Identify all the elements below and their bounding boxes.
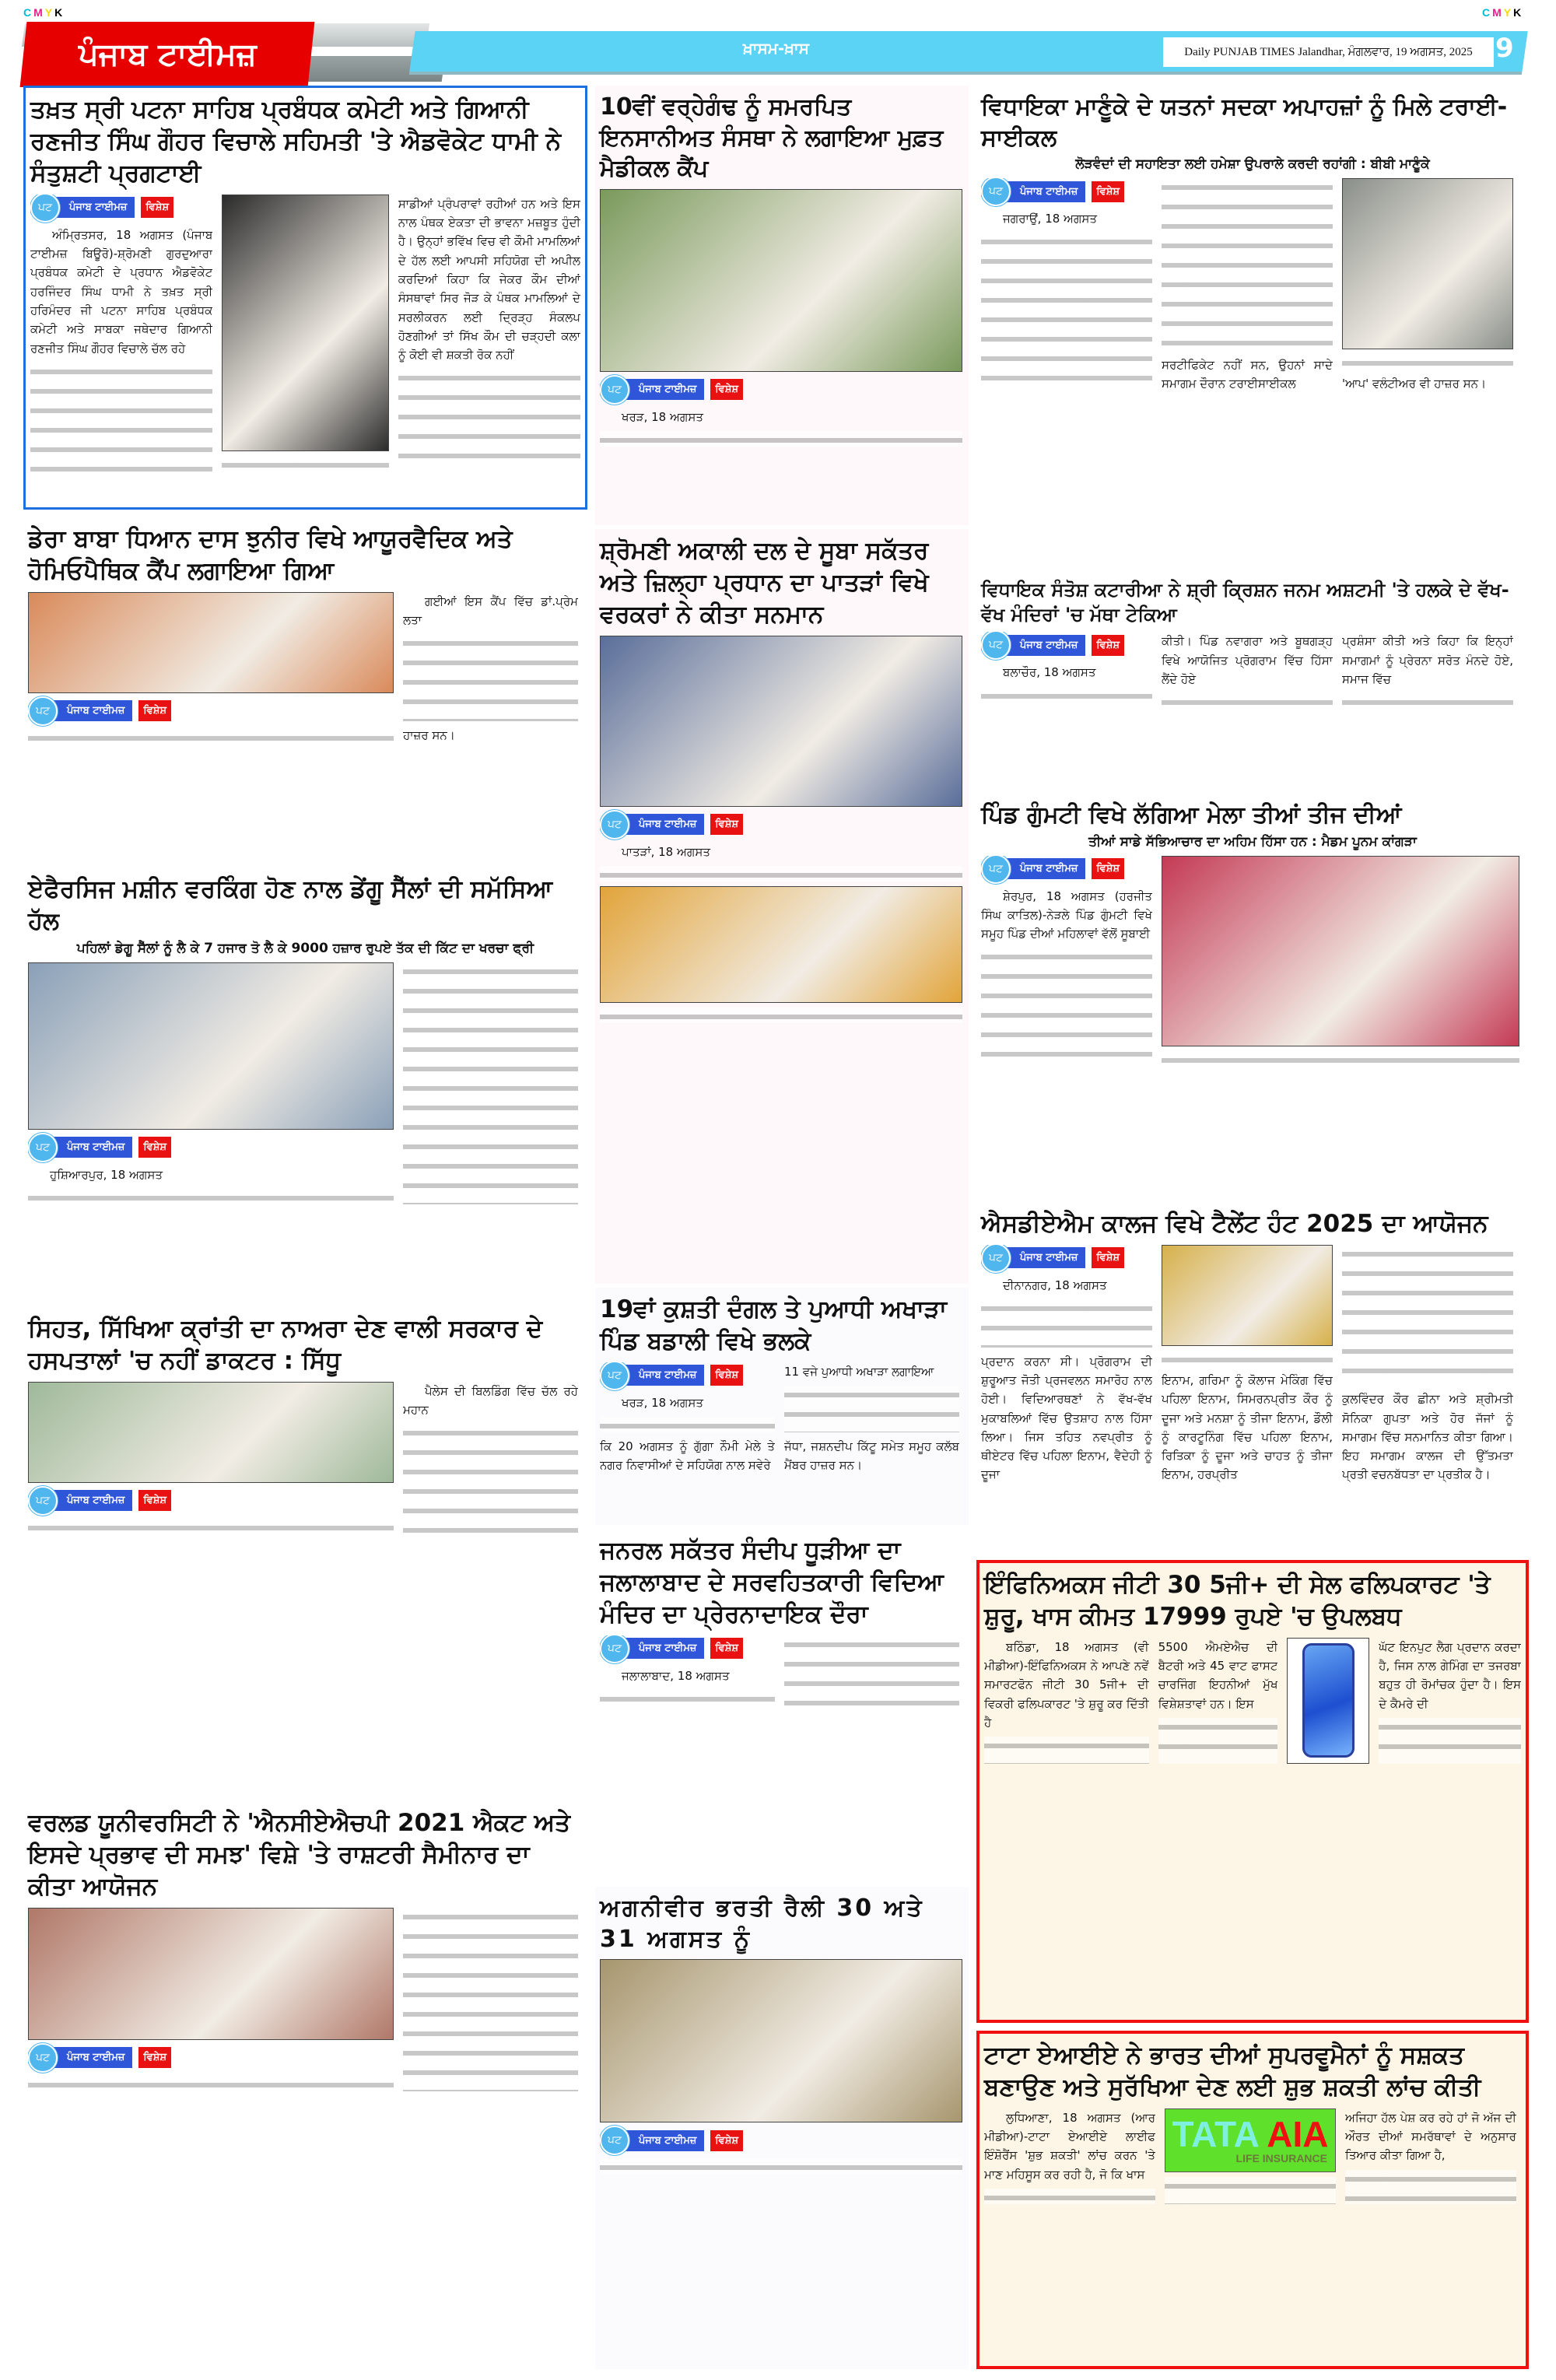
text-column	[1345, 2108, 1516, 2204]
text-column	[222, 195, 388, 471]
news-photo	[28, 1382, 394, 1483]
body-text-continuation	[1342, 693, 1513, 709]
body-text-continuation	[1379, 1718, 1521, 1764]
badge-special-tag: ਵਿਸ਼ੇਸ਼	[1092, 858, 1124, 879]
punjab-times-circle-icon: ਪਟ	[981, 632, 1011, 660]
news-photo	[1162, 1245, 1333, 1346]
article-headline: 19ਵਾਂ ਕੁਸ਼ਤੀ ਦੰਗਲ ਤੇ ਪੁਆਧੀ ਅਖਾੜਾ ਪਿੰਡ ਬਡਾਲੀ ਵਿਖੇ ਭਲਕੇ	[600, 1295, 948, 1355]
article-headline: ਜਨਰਲ ਸਕੱਤਰ ਸੰਦੀਪ ਧੂੜੀਆ ਦਾ ਜਲਾਲਾਬਾਦ ਦੇ ਸਰਵਹਿਤਕਾਰੀ ਵਿਦਿਆ ਮੰਦਿਰ ਦਾ ਪ੍ਰੇਰਨਾਦਾਇਕ ਦੌਰਾ	[600, 1537, 944, 1628]
masthead	[23, 23, 1533, 82]
body-text-continuation	[1162, 1051, 1519, 1067]
phone-body-graphic	[1302, 1643, 1354, 1758]
badge-paper-name: ਪੰਜਾਬ ਟਾਈਮਜ਼	[50, 2047, 132, 2068]
news-photo	[600, 636, 962, 807]
badge-special-tag: ਵਿਸ਼ੇਸ਼	[138, 1137, 171, 1158]
text-column	[28, 592, 394, 745]
text-column	[600, 1959, 962, 2174]
byline-badge	[981, 1245, 1152, 1271]
text-column	[1342, 632, 1513, 709]
byline-badge	[30, 195, 212, 221]
punjab-times-circle-icon: ਪਟ	[981, 1245, 1011, 1273]
article-body	[981, 178, 1524, 393]
body-text-continuation	[784, 1635, 959, 1705]
badge-special-tag: ਵਿਸ਼ੇਸ਼	[710, 379, 743, 400]
text-column	[984, 2108, 1155, 2204]
news-article	[595, 529, 969, 1284]
badge-special-tag: ਵਿਸ਼ੇਸ਼	[710, 2130, 743, 2151]
body-text-continuation	[403, 962, 578, 1204]
byline-badge	[981, 178, 1152, 205]
article-subheadline: ਲੋੜਵੰਦਾਂ ਦੀ ਸਹਾਇਤਾ ਲਈ ਹਮੇਸ਼ਾ ਉਪਰਾਲੇ ਕਰਦੀ ਰਹਾਂਗੀ : ਬੀਬੀ ਮਾਣੂੰਕੇ	[1075, 156, 1430, 173]
body-text-continuation	[1345, 2170, 1516, 2204]
text-column	[981, 856, 1152, 1067]
badge-special-tag: ਵਿਸ਼ੇਸ਼	[710, 1638, 743, 1659]
badge-special-tag: ਵਿਸ਼ੇਸ਼	[141, 197, 173, 218]
article-body	[981, 1245, 1524, 1484]
body-text-continuation	[28, 1519, 394, 1534]
news-article	[976, 1202, 1529, 1556]
text-column	[28, 962, 394, 1204]
text-column	[30, 195, 212, 471]
body-text-continuation	[403, 1424, 578, 1534]
text-column	[403, 592, 578, 745]
logo-word-tata: TATA	[1172, 2113, 1259, 2154]
text-column	[28, 1908, 394, 2091]
print-registration-marks-right: CMYK	[1482, 6, 1524, 19]
badge-paper-name: ਪੰਜਾਬ ਟਾਈਮਜ਼	[622, 379, 704, 400]
body-text-continuation	[981, 948, 1152, 1066]
news-article	[23, 517, 587, 864]
badge-paper-name: ਪੰਜਾਬ ਟਾਈਮਜ਼	[50, 1490, 132, 1511]
smartphone-product-image	[1287, 1638, 1369, 1764]
news-article	[23, 1307, 587, 1793]
text-column	[600, 189, 962, 447]
article-headline: ਸਿਹਤ, ਸਿੱਖਿਆ ਕ੍ਰਾਂਤੀ ਦਾ ਨਾਅਰਾ ਦੇਣ ਵਾਲੀ ਸਰਕਾਰ ਦੇ ਹਸਪਤਾਲਾਂ 'ਚ ਨਹੀਂ ਡਾਕਟਰ : ਸਿੱਧੂ	[28, 1315, 543, 1375]
body-text-continuation	[398, 369, 580, 471]
punjab-times-circle-icon: ਪਟ	[600, 1635, 629, 1663]
body-text-continuation	[28, 729, 394, 745]
news-photo	[28, 1908, 394, 2040]
article-headline: ਵਿਧਾਇਕ ਸੰਤੋਸ਼ ਕਟਾਰੀਆ ਨੇ ਸ਼੍ਰੀ ਕ੍ਰਿਸ਼ਨ ਜਨਮ ਅਸ਼ਟਮੀ 'ਤੇ ਹਲਕੇ ਦੇ ਵੱਖ-ਵੱਖ ਮੰਦਿਰਾਂ 'ਚ ਮੱਥਾ ਟੇਕਿਆ	[981, 579, 1509, 626]
body-text-continuation	[403, 634, 578, 720]
badge-special-tag: ਵਿਸ਼ੇਸ਼	[1092, 635, 1124, 656]
article-body	[600, 1959, 964, 2174]
article-body	[600, 1635, 964, 1705]
text-column	[403, 1908, 578, 2091]
article-paragraph: ਕੀਤੀ। ਪਿੰਡ ਨਵਾਗਰਾ ਅਤੇ ਬੂਥਗੜ੍ਹ ਵਿਖੇ ਆਯੋਜਿਤ ਪ੍ਰੋਗਰਾਮ ਵਿੱਚ ਹਿੱਸਾ ਲੈਂਦੇ ਹੋਏ	[1162, 634, 1333, 686]
news-article	[976, 572, 1529, 790]
byline-badge	[28, 1488, 394, 1514]
text-column	[600, 636, 962, 1023]
section-title: ਖ਼ਾਸਮ-ਖ਼ਾਸ	[743, 39, 809, 58]
text-column	[1158, 1638, 1278, 1764]
badge-special-tag: ਵਿਸ਼ੇਸ਼	[138, 1490, 171, 1511]
byline-badge	[28, 2045, 394, 2071]
news-photo	[1162, 856, 1519, 1046]
article-body	[30, 195, 580, 471]
article-headline: ਵਰਲਡ ਯੂਨੀਵਰਸਿਟੀ ਨੇ 'ਐਨਸੀਏਐਚਪੀ 2021 ਐਕਟ ਅਤੇ ਇਸਦੇ ਪ੍ਰਭਾਵ ਦੀ ਸਮਝ' ਵਿਸ਼ੇ 'ਤੇ ਰਾਸ਼ਟਰੀ ਸੈਮੀਨਾਰ ਦਾ ਕੀਤਾ ਆਯੋਜਨ	[28, 1809, 570, 1901]
news-photo	[28, 962, 394, 1130]
byline-badge	[981, 632, 1152, 658]
byline-badge	[600, 1362, 775, 1389]
punjab-times-circle-icon: ਪਟ	[28, 696, 58, 726]
print-registration-marks-left: CMYK	[23, 6, 65, 19]
news-article	[595, 86, 969, 525]
article-paragraph: ਪਾਤੜਾਂ, 18 ਅਗਸਤ	[622, 844, 710, 859]
article-paragraph: ਗਈਆਂ ਇਸ ਕੈਂਪ ਵਿੱਚ ਡਾਂ.ਪ੍ਰੇਮ ਲਤਾ	[403, 594, 578, 628]
byline-badge	[600, 811, 962, 838]
body-text-continuation	[600, 431, 962, 447]
body-text-continuation	[1162, 693, 1333, 709]
byline-badge	[600, 377, 962, 403]
article-paragraph: 'ਆਪ' ਵਲੰਟੀਅਰ ਵੀ ਹਾਜ਼ਰ ਸਨ।	[1342, 377, 1487, 391]
text-column	[1342, 1245, 1513, 1484]
news-photo	[600, 1959, 962, 2122]
badge-paper-name: ਪੰਜਾਬ ਟਾਈਮਜ਼	[1003, 858, 1085, 879]
badge-special-tag: ਵਿਸ਼ੇਸ਼	[138, 2047, 171, 2068]
article-paragraph: ਪ੍ਰਸ਼ੰਸਾ ਕੀਤੀ ਅਤੇ ਕਿਹਾ ਕਿ ਇਨ੍ਹਾਂ ਸਮਾਗਮਾਂ ਨੂੰ ਪ੍ਰੇਰਨਾ ਸਰੋਤ ਮੰਨਦੇ ਹੋਏ, ਸਮਾਜ ਵਿੱਚ	[1342, 634, 1513, 686]
punjab-times-circle-icon: ਪਟ	[30, 195, 60, 223]
badge-special-tag: ਵਿਸ਼ੇਸ਼	[710, 814, 743, 835]
text-column	[981, 1245, 1152, 1484]
punjab-times-circle-icon: ਪਟ	[600, 375, 629, 405]
body-text-continuation	[981, 687, 1152, 710]
text-column	[1287, 1638, 1369, 1764]
article-headline: ਅਗਨੀਵੀਰ ਭਰਤੀ ਰੈਲੀ 30 ਅਤੇ 31 ਅਗਸਤ ਨੂੰ	[600, 1895, 924, 1953]
news-article	[976, 2031, 1529, 2369]
punjab-times-circle-icon: ਪਟ	[981, 178, 1011, 206]
article-paragraph: ਹਾਜ਼ਰ ਸਨ।	[403, 727, 455, 742]
badge-special-tag: ਵਿਸ਼ੇਸ਼	[710, 1365, 743, 1386]
page-number: 9	[1495, 33, 1514, 64]
body-text-continuation	[1165, 2177, 1336, 2204]
edition-dateline: Daily PUNJAB TIMES Jalandhar, ਮੰਗਲਵਾਰ, 19 ਅਗਸਤ, 2025	[1163, 37, 1494, 67]
article-paragraph: ਖਰੜ, 18 ਅਗਸਤ	[622, 409, 703, 424]
article-headline: ਇੰਫਿਨਿਅਕਸ ਜੀਟੀ 30 5ਜੀ+ ਦੀ ਸੇਲ ਫਲਿਪਕਾਰਟ 'ਤੇ ਸ਼ੁਰੂ, ਖਾਸ ਕੀਮਤ 17999 ਰੁਪਏ 'ਚ ਉਪਲਬਧ	[984, 1571, 1491, 1631]
article-headline: ਪਿੰਡ ਗੁੰਮਟੀ ਵਿਖੇ ਲੱਗਿਆ ਮੇਲਾ ਤੀਆਂ ਤੀਜ ਦੀਆਂ	[981, 801, 1402, 829]
byline-badge	[28, 698, 394, 724]
body-text-continuation	[1342, 354, 1513, 370]
text-column	[28, 1382, 394, 1534]
news-photo	[28, 592, 394, 693]
body-text-continuation	[28, 2076, 394, 2091]
body-text-continuation	[600, 2158, 962, 2174]
badge-paper-name: ਪੰਜਾਬ ਟਾਈਮਜ਼	[1003, 635, 1085, 656]
article-paragraph: ਹੁਸ਼ਿਆਰਪੁਰ, 18 ਅਗਸਤ	[50, 1167, 163, 1182]
article-body	[981, 856, 1524, 1067]
article-paragraph: ਖਰੜ, 18 ਅਗਸਤ	[622, 1395, 703, 1410]
punjab-times-circle-icon: ਪਟ	[600, 810, 629, 839]
punjab-times-circle-icon: ਪਟ	[600, 1362, 629, 1390]
news-article	[976, 794, 1529, 1198]
punjab-times-circle-icon: ਪਟ	[28, 1486, 58, 1516]
news-article	[23, 86, 587, 510]
article-paragraph: ਬਲਾਚੌਰ, 18 ਅਗਸਤ	[1003, 665, 1096, 680]
badge-special-tag: ਵਿਸ਼ੇਸ਼	[1092, 181, 1124, 202]
body-text-continuation	[403, 1908, 578, 2091]
article-body	[984, 2108, 1521, 2204]
badge-paper-name: ਪੰਜਾਬ ਟਾਈਮਜ਼	[1003, 181, 1085, 202]
byline-badge	[981, 856, 1152, 882]
newspaper-logo: ਪੰਜਾਬ ਟਾਈਮਜ਼	[20, 22, 315, 87]
article-paragraph: 5500 ਐਮਏਐਚ ਦੀ ਬੈਟਰੀ ਅਤੇ 45 ਵਾਟ ਫਾਸਟ ਚਾਰਜਿੰਗ ਇਹਨੀਆਂ ਮੁੱਖ ਵਿਸ਼ੇਸ਼ਤਾਵਾਂ ਹਨ। ਇਸ	[1158, 1639, 1278, 1711]
text-column	[600, 1635, 775, 1705]
body-text-continuation	[1158, 1718, 1278, 1764]
body-text-continuation	[28, 1189, 394, 1204]
text-column	[1165, 2108, 1336, 2204]
article-subheadline: ਪਹਿਲਾਂ ਡੇਗੂ ਸੈੱਲਾਂ ਨੂੰ ਲੈ ਕੇ 7 ਹਜਾਰ ਤੋ ਲੈ ਕੇ 9000 ਹਜ਼ਾਰ ਰੁਪਏ ਤੱਕ ਦੀ ਕਿੱਟ ਦਾ ਖਰਚਾ ਫ੍ਰੀ	[76, 940, 534, 956]
body-text-continuation	[784, 1386, 959, 1432]
body-text-continuation	[981, 1299, 1152, 1347]
article-body	[981, 632, 1524, 709]
punjab-times-circle-icon: ਪਟ	[600, 2126, 629, 2155]
article-paragraph: ਸਾਡੀਆਂ ਪ੍ਰੰਪਰਾਵਾਂ ਰਹੀਆਂ ਹਨ ਅਤੇ ਇਸ ਨਾਲ ਪੰਥਕ ਏਕਤਾ ਦੀ ਭਾਵਨਾ ਮਜ਼ਬੂਤ ਹੁੰਦੀ ਹੈ। ਉਨ੍ਹਾਂ ਭਵਿੱਖ ਵਿਚ ਵੀ ਕੌਮੀ ਮਾਮਲਿਆਂ ਦੇ ਹੱਲ ਲਈ ਆਪਸੀ ਸਹਿਯੋਗ ਦੀ ਅਪੀਲ ਕਰਦਿਆਂ ਕਿਹਾ ਕਿ ਜੇਕਰ ਕੌਮ ਦੀਆਂ ਸੰਸਥਾਵਾਂ ਸਿਰ ਜੋੜ ਕੇ ਪੰਥਕ ਮਾਮਲਿਆਂ ਦੇ ਸਰਲੀਕਰਨ ਲਈ ਦ੍ਰਿੜ੍ਹ ਸੰਕਲਪ ਹੋਣਗੀਆਂ ਤਾਂ ਸਿੱਖ ਕੌਮ ਦੀ ਚੜ੍ਹਦੀ ਕਲਾ ਨੂੰ ਕੋਈ ਵੀ ਸ਼ਕਤੀ ਰੋਕ ਨਹੀਂ	[398, 196, 580, 363]
article-paragraph: ਘੱਟ ਇਨਪੁਟ ਲੈਗ ਪ੍ਰਦਾਨ ਕਰਦਾ ਹੈ, ਜਿਸ ਨਾਲ ਗੇਮਿੰਗ ਦਾ ਤਜਰਬਾ ਬਹੁਤ ਹੀ ਰੋਮਾਂਚਕ ਹੁੰਦਾ ਹੈ। ਇਸ ਦੇ ਕੈਮਰੇ ਦੀ	[1379, 1639, 1521, 1711]
punjab-times-circle-icon: ਪਟ	[28, 2043, 58, 2073]
article-paragraph: ਪੈਲੇਸ ਦੀ ਬਿਲਡਿੰਗ ਵਿੱਚ ਚੱਲ ਰਹੇ ਮਹਾਨ	[403, 1383, 578, 1418]
body-text-continuation	[600, 1690, 775, 1705]
text-column	[403, 962, 578, 1204]
body-text-continuation	[984, 2189, 1155, 2204]
body-text-continuation	[1342, 1245, 1513, 1385]
article-body	[600, 636, 964, 1023]
article-body	[600, 1362, 964, 1475]
text-column	[398, 195, 580, 471]
body-text-continuation	[984, 1737, 1149, 1764]
article-paragraph: ਸਰਟੀਫਿਕੇਟ ਨਹੀਂ ਸਨ, ਉਹਨਾਂ ਸਾਦੇ ਸਮਾਗਮ ਦੌਰਾਨ ਟਰਾਈਸਾਈਕਲ	[1162, 357, 1333, 391]
tata-aia-logo	[1165, 2108, 1336, 2172]
badge-paper-name: ਪੰਜਾਬ ਟਾਈਮਜ਼	[50, 700, 132, 721]
body-text-continuation	[1162, 1351, 1333, 1366]
body-text-continuation	[981, 233, 1152, 393]
article-subheadline: ਤੀਆਂ ਸਾਡੇ ਸੱਭਿਆਚਾਰ ਦਾ ਅਹਿਮ ਹਿੱਸਾ ਹਨ : ਮੈਡਮ ਪੂਨਮ ਕਾਂਗੜਾ	[1088, 833, 1417, 850]
article-headline: ਸ਼੍ਰੋਮਣੀ ਅਕਾਲੀ ਦਲ ਦੇ ਸੂਬਾ ਸਕੱਤਰ ਅਤੇ ਜ਼ਿਲ੍ਹਾ ਪ੍ਰਧਾਨ ਦਾ ਪਾਤੜਾਂ ਵਿਖੇ ਵਰਕਰਾਂ ਨੇ ਕੀਤਾ ਸਨਮਾਨ	[600, 537, 929, 629]
news-article	[595, 1887, 969, 2369]
article-paragraph: ਅਜਿਹਾ ਹੱਲ ਪੇਸ਼ ਕਰ ਰਹੇ ਹਾਂ ਜੋ ਅੱਜ ਦੀ ਔਰਤ ਦੀਆਂ ਸਮਰੱਥਾਵਾਂ ਦੇ ਅਨੁਸਾਰ ਤਿਆਰ ਕੀਤਾ ਗਿਆ ਹੈ,	[1345, 2110, 1516, 2163]
text-column	[1162, 178, 1333, 393]
text-column	[1379, 1638, 1521, 1764]
article-paragraph: ਇਨਾਮ, ਗਰਿਮਾ ਨੂੰ ਕੋਲਾਜ ਮੇਕਿੰਗ ਵਿੱਚ ਪਹਿਲਾ ਇਨਾਮ, ਸਿਮਰਨਪ੍ਰੀਤ ਕੌਰ ਨੂੰ ਦੂਜਾ ਅਤੇ ਮਨਸ਼ਾ ਨੂੰ ਤੀਜਾ ਇਨਾਮ, ਡੌਲੀ ਨੂੰ ਕਾਰਟੂਨਿੰਗ ਵਿੱਚ ਪਹਿਲਾ ਇਨਾਮ, ਰਿਤਿਕਾ ਨੂੰ ਦੂਜਾ ਅਤੇ ਚਾਹਤ ਨੂੰ ਤੀਜਾ ਇਨਾਮ, ਹਰਪ੍ਰੀਤ	[1162, 1372, 1333, 1482]
article-paragraph: ਜਲਾਲਾਬਾਦ, 18 ਅਗਸਤ	[622, 1668, 730, 1683]
text-column	[1162, 632, 1333, 709]
text-column	[981, 632, 1152, 709]
logo-word-aia: AIA	[1258, 2113, 1329, 2154]
article-paragraph: ਦੀਨਾਨਗਰ, 18 ਅਗਸਤ	[1003, 1278, 1107, 1292]
article-paragraph: ਜੱਧਾ, ਜਸ਼ਨਦੀਪ ਕਿੱਟੂ ਸਮੇਤ ਸਮੂਹ ਕਲੱਬ ਮੈਂਬਰ ਹਾਜ਼ਰ ਸਨ।	[784, 1439, 959, 1473]
body-text-continuation	[30, 363, 212, 471]
text-column	[784, 1635, 959, 1705]
text-column	[784, 1362, 959, 1475]
news-photo	[1342, 178, 1513, 349]
body-text-continuation	[1162, 178, 1333, 351]
text-column	[984, 1638, 1149, 1764]
article-paragraph: ਪ੍ਰਦਾਨ ਕਰਨਾ ਸੀ। ਪ੍ਰੋਗਰਾਮ ਦੀ ਸ਼ੁਰੂਆਤ ਜੋਤੀ ਪ੍ਰਜਵਲਨ ਸਮਾਰੋਹ ਨਾਲ ਹੋਈ। ਵਿਦਿਆਰਥਣਾਂ ਨੇ ਵੱਖ-ਵੱਖ ਮੁਕਾਬਲਿਆਂ ਵਿੱਚ ਉਤਸ਼ਾਹ ਨਾਲ ਹਿੱਸਾ ਲਿਆ। ਜਿਸ ਤਹਿਤ ਨਵਪ੍ਰੀਤ ਨੂੰ ਥੀਏਟਰ ਵਿੱਚ ਪਹਿਲਾ ਇਨਾਮ, ਵੈਦੇਹੀ ਨੂੰ ਦੂਜਾ	[981, 1354, 1152, 1482]
article-body	[600, 189, 964, 447]
byline-badge	[600, 1635, 775, 1662]
article-headline: ਤਖ਼ਤ ਸ੍ਰੀ ਪਟਨਾ ਸਾਹਿਬ ਪ੍ਰਬੰਧਕ ਕਮੇਟੀ ਅਤੇ ਗਿਆਨੀ ਰਣਜੀਤ ਸਿੰਘ ਗੌਹਰ ਵਿਚਾਲੇ ਸਹਿਮਤੀ 'ਤੇ ਐਡਵੋਕੇਟ ਧਾਮੀ ਨੇ ਸੰਤੁਸ਼ਟੀ ਪ੍ਰਗਟਾਈ	[30, 96, 561, 188]
badge-paper-name: ਪੰਜਾਬ ਟਾਈਮਜ਼	[50, 1137, 132, 1158]
badge-paper-name: ਪੰਜਾਬ ਟਾਈਮਜ਼	[622, 1365, 704, 1386]
text-column	[1162, 856, 1519, 1067]
article-paragraph: ਬਠਿੰਡਾ, 18 ਅਗਸਤ (ਵੀ ਮੀਡੀਆ)-ਇੰਫਿਨਿਅਕਸ ਨੇ ਆਪਣੇ ਨਵੇਂ ਸਮਾਰਟਫੋਨ ਜੀਟੀ 30 5ਜੀ+ ਦੀ ਵਿਕਰੀ ਫਲਿਪਕਾਰਟ 'ਤੇ ਸ਼ੁਰੂ ਕਰ ਦਿੱਤੀ ਹੈ	[984, 1639, 1149, 1730]
text-column	[403, 1382, 578, 1534]
news-photo	[600, 189, 962, 372]
article-paragraph: 11 ਵਜੇ ਪੁਆਧੀ ਅਖਾੜਾ ਲਗਾਇਆ	[784, 1364, 934, 1379]
body-text-continuation	[600, 1008, 962, 1023]
byline-badge	[28, 1134, 394, 1161]
text-column	[1162, 1245, 1333, 1484]
article-body	[28, 1382, 583, 1534]
badge-paper-name: ਪੰਜਾਬ ਟਾਈਮਜ਼	[622, 814, 704, 835]
article-headline: ਡੇਰਾ ਬਾਬਾ ਧਿਆਨ ਦਾਸ ਝੁਨੀਰ ਵਿਖੇ ਆਯੂਰਵੈਦਿਕ ਅਤੇ ਹੋਮਿਓਪੈਥਿਕ ਕੈਂਪ ਲਗਾਇਆ ਗਿਆ	[28, 525, 513, 585]
article-headline: ਵਿਧਾਇਕਾ ਮਾਣੂੰਕੇ ਦੇ ਯਤਨਾਂ ਸਦਕਾ ਅਪਾਹਜ਼ਾਂ ਨੂੰ ਮਿਲੇ ਟਰਾਈ-ਸਾਈਕਲ	[981, 93, 1508, 152]
article-paragraph: ਸ਼ੇਰਪੁਰ, 18 ਅਗਸਤ (ਹਰਜੀਤ ਸਿੰਘ ਕਾਤਿਲ)-ਨੇੜਲੇ ਪਿੰਡ ਗੁੰਮਟੀ ਵਿਖੇ ਸਮੂਹ ਪਿੰਡ ਦੀਆਂ ਮਹਿਲਾਵਾਂ ਵੱਲੋਂ ਸੂਬਾਈ	[981, 889, 1152, 941]
article-headline: ਐਸਡੀਏਐਮ ਕਾਲਜ ਵਿਖੇ ਟੈਲੇਂਟ ਹੰਟ 2025 ਦਾ ਆਯੋਜਨ	[981, 1210, 1488, 1238]
article-paragraph: ਜਗਰਾਉਂ, 18 ਅਗਸਤ	[1003, 212, 1097, 226]
logo-tagline: LIFE INSURANCE	[1235, 2151, 1327, 2164]
article-body	[28, 592, 583, 745]
badge-special-tag: ਵਿਸ਼ੇਸ਼	[1092, 1247, 1124, 1268]
body-text-continuation	[222, 456, 388, 471]
news-article	[23, 868, 587, 1303]
article-headline: ਟਾਟਾ ਏਆਈਏ ਨੇ ਭਾਰਤ ਦੀਆਂ ਸੁਪਰਵੂਮੈਨਾਂ ਨੂੰ ਸਸ਼ਕਤ ਬਣਾਉਣ ਅਤੇ ਸੁਰੱਖਿਆ ਦੇਣ ਲਈ ਸ਼ੁਭ ਸ਼ਕਤੀ ਲਾਂਚ ਕੀਤੀ	[984, 2042, 1481, 2101]
badge-paper-name: ਪੰਜਾਬ ਟਾਈਮਜ਼	[1003, 1247, 1085, 1268]
news-article	[23, 1801, 587, 2369]
text-column	[981, 178, 1152, 393]
article-body	[28, 962, 583, 1204]
news-article	[595, 1288, 969, 1525]
text-column	[1342, 178, 1513, 393]
news-photo	[222, 195, 388, 451]
text-column	[600, 1362, 775, 1475]
article-body	[984, 1638, 1521, 1764]
news-article	[595, 1529, 969, 1883]
punjab-times-circle-icon: ਪਟ	[28, 1133, 58, 1162]
article-paragraph: ਅੰਮ੍ਰਿਤਸਰ, 18 ਅਗਸਤ (ਪੰਜਾਬ ਟਾਈਮਜ਼ ਬਿਊਰੋ)-ਸ਼੍ਰੋਮਣੀ ਗੁਰਦੁਆਰਾ ਪ੍ਰਬੰਧਕ ਕਮੇਟੀ ਦੇ ਪ੍ਰਧਾਨ ਐਡਵੋਕੇਟ ਹਰਜਿੰਦਰ ਸਿੰਘ ਧਾਮੀ ਨੇ ਤਖ਼ਤ ਸ੍ਰੀ ਹਰਿਮੰਦਰ ਜੀ ਪਟਨਾ ਸਾਹਿਬ ਪ੍ਰਬੰਧਕ ਕਮੇਟੀ ਅਤੇ ਸਾਬਕਾ ਜਥੇਦਾਰ ਗਿਆਨੀ ਰਣਜੀਤ ਸਿੰਘ ਗੌਹਰ ਵਿਚਾਲੇ ਚੱਲ ਰਹੇ	[30, 227, 213, 356]
badge-paper-name: ਪੰਜਾਬ ਟਾਈਮਜ਼	[52, 197, 135, 218]
body-text-continuation	[600, 866, 962, 882]
article-headline: ਏਫੈਰਸਿਜ ਮਸ਼ੀਨ ਵਰਕਿੰਗ ਹੋਣ ਨਾਲ ਡੇਂਗੂ ਸੈੱਲਾਂ ਦੀ ਸਮੱਸਿਆ ਹੱਲ	[28, 875, 553, 935]
news-photo	[600, 886, 962, 1003]
news-article	[976, 1560, 1529, 2023]
badge-paper-name: ਪੰਜਾਬ ਟਾਈਮਜ਼	[622, 1638, 704, 1659]
article-body	[28, 1908, 583, 2091]
body-text-continuation	[600, 1417, 775, 1432]
logo-wordmark	[1172, 2113, 1329, 2154]
punjab-times-circle-icon: ਪਟ	[981, 856, 1011, 884]
article-paragraph: ਲੁਧਿਆਣਾ, 18 ਅਗਸਤ (ਆਰ ਮੀਡੀਆ)-ਟਾਟਾ ਏਆਈਏ ਲਾਈਫ ਇੰਸ਼ੋਰੈਂਸ 'ਸ਼ੁਭ ਸ਼ਕਤੀ' ਲਾਂਚ ਕਰਨ 'ਤੇ ਮਾਣ ਮਹਿਸੂਸ ਕਰ ਰਹੀ ਹੈ, ਜੋ ਕਿ ਖਾਸ	[984, 2110, 1155, 2182]
article-paragraph: ਕੁਲਵਿੰਦਰ ਕੌਰ ਛੀਨਾ ਅਤੇ ਸ਼੍ਰੀਮਤੀ ਸੋਨਿਕਾ ਗੁਪਤਾ ਅਤੇ ਹੋਰ ਜੱਜਾਂ ਨੂੰ ਸਮਾਗਮ ਵਿੱਚ ਸਨਮਾਨਿਤ ਕੀਤਾ ਗਿਆ। ਇਹ ਸਮਾਗਮ ਕਾਲਜ ਦੀ ਉੱਤਮਤਾ ਪ੍ਰਤੀ ਵਚਨਬੱਧਤਾ ਦਾ ਪ੍ਰਤੀਕ ਹੈ।	[1342, 1392, 1513, 1482]
article-paragraph: ਕਿ 20 ਅਗਸਤ ਨੂੰ ਗੁੱਗਾ ਨੌਮੀ ਮੇਲੇ ਤੇ ਨਗਰ ਨਿਵਾਸੀਆਂ ਦੇ ਸਹਿਯੋਗ ਨਾਲ ਸਵੇਰੇ	[600, 1439, 775, 1473]
news-article	[976, 86, 1529, 564]
badge-special-tag: ਵਿਸ਼ੇਸ਼	[138, 700, 171, 721]
badge-paper-name: ਪੰਜਾਬ ਟਾਈਮਜ਼	[622, 2130, 704, 2151]
article-headline: 10ਵੀਂ ਵਰ੍ਹੇਗੰਢ ਨੂੰ ਸਮਰਪਿਤ ਇਨਸਾਨੀਅਤ ਸੰਸਥਾ ਨੇ ਲਗਾਇਆ ਮੁਫ਼ਤ ਮੈਡੀਕਲ ਕੈਂਪ	[600, 93, 944, 183]
byline-badge	[600, 2127, 962, 2154]
